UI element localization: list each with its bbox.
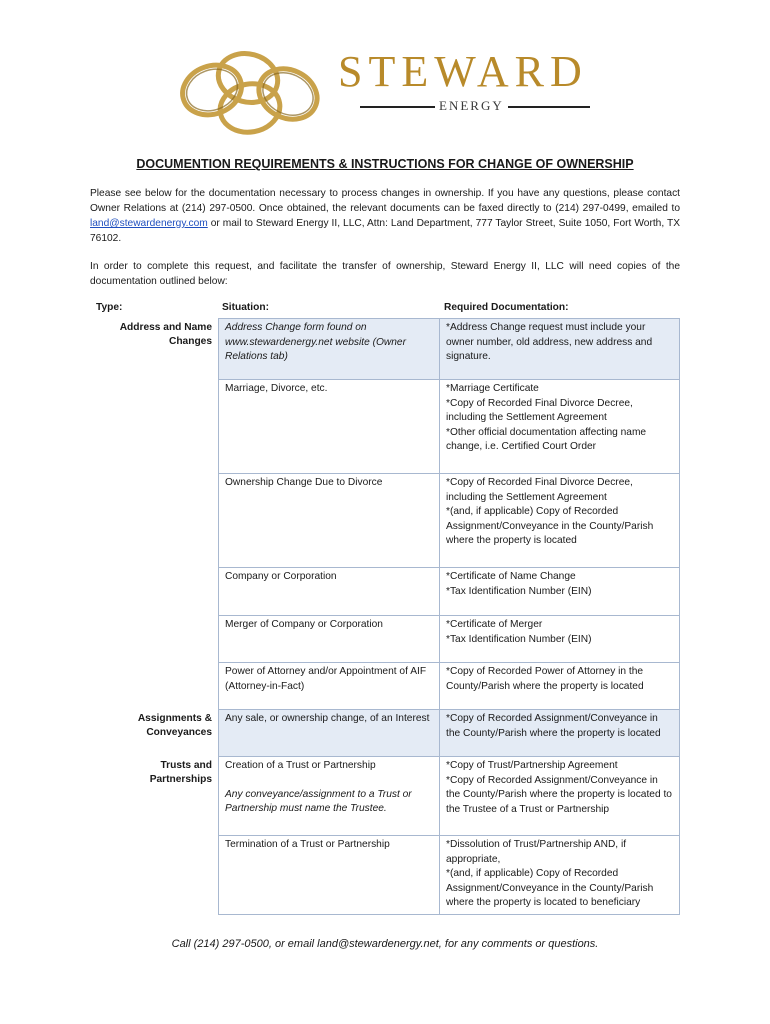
row-type	[90, 568, 219, 616]
row-type: Assignments & Conveyances	[137, 712, 212, 738]
table-row	[90, 836, 680, 915]
logo-sub-text: ENERGY	[435, 98, 508, 114]
footer-contact: Call (214) 297-0500, or email land@stewardenergy.net, for any comments or questions.	[171, 938, 599, 950]
row-documentation	[440, 380, 680, 474]
table-row	[90, 616, 680, 663]
doc-line: *Copy of Trust/Partnership Agreement *Copy of Recorded Assignment/Conveyance in the County/Parish where the property is located to the Trustee of a Trust or Partnership	[446, 760, 672, 815]
steward-energy-logo	[170, 42, 600, 142]
table-row	[90, 319, 680, 380]
logo-brand-text: STEWARD	[338, 47, 588, 96]
row-situation: Merger of Company or Corporation	[219, 616, 440, 663]
doc-line: *Copy of Recorded Final Divorce Decree, including the Settlement Agreement *(and, if applicable) Copy of Recorded Assignment/Conveyance in the County/Parish where the property is located	[446, 477, 654, 546]
doc-line: *Certificate of Merger *Tax Identification Number (EIN)	[446, 619, 592, 645]
row-situation-note: Any conveyance/assignment to a Trust or Partnership must name the Trustee.	[225, 788, 412, 814]
doc-line: *Marriage Certificate *Copy of Recorded Final Divorce Decree, including the Settlement Agreement *Other official documentation affecting name change, i.e. Certified Court Order	[446, 383, 647, 452]
row-documentation	[440, 836, 680, 915]
table-row	[90, 663, 680, 710]
requirements-table	[90, 318, 680, 915]
row-documentation	[440, 616, 680, 663]
row-situation: Marriage, Divorce, etc.	[219, 380, 440, 474]
row-situation: Address Change form found on www.stewardenergy.net website (Owner Relations tab)	[219, 319, 440, 380]
instructions-paragraph: In order to complete this request, and facilitate the transfer of ownership, Steward Energy II, LLC will need copies of the documentation outlined below:	[90, 261, 680, 287]
row-type	[90, 616, 219, 663]
row-documentation: *Copy of Recorded Power of Attorney in the County/Parish where the property is located	[440, 663, 680, 710]
row-type: Trusts and Partnerships	[149, 759, 212, 785]
row-situation-cell	[219, 757, 440, 836]
table-row	[90, 568, 680, 616]
header-documentation: Required Documentation:	[444, 302, 569, 313]
intro-text-after: or mail to Steward Energy II, LLC, Attn: Land Department, 777 Taylor Street, Suite 1050, Fort Worth, TX 76102.	[90, 218, 680, 244]
row-type: Address and Name Changes	[119, 321, 212, 347]
table-row	[90, 474, 680, 568]
row-documentation	[440, 474, 680, 568]
table-row	[90, 710, 680, 757]
row-situation: Power of Attorney and/or Appointment of AIF (Attorney-in-Fact)	[219, 663, 440, 710]
intro-paragraph	[90, 186, 680, 246]
row-type	[90, 836, 219, 915]
row-documentation: *Copy of Recorded Assignment/Conveyance in the County/Parish where the property is located	[440, 710, 680, 757]
page-title: DOCUMENTION REQUIREMENTS & INSTRUCTIONS FOR CHANGE OF OWNERSHIP	[136, 157, 634, 171]
row-situation: Creation of a Trust or Partnership	[225, 760, 376, 771]
doc-line: *Dissolution of Trust/Partnership AND, if appropriate, *(and, if applicable) Copy of Recorded Assignment/Conveyance in the County/Parish where the property is located to beneficiary	[446, 839, 654, 908]
table-row	[90, 757, 680, 836]
row-situation: Company or Corporation	[219, 568, 440, 616]
row-documentation	[440, 757, 680, 836]
row-situation: Any sale, or ownership change, of an Interest	[219, 710, 440, 757]
table-row	[90, 380, 680, 474]
email-link[interactable]: land@stewardenergy.com	[90, 218, 208, 229]
row-type	[90, 663, 219, 710]
header-situation: Situation:	[222, 302, 269, 313]
row-documentation: *Address Change request must include your owner number, old address, new address and signature.	[440, 319, 680, 380]
rings-logo-icon	[170, 42, 345, 142]
header-type: Type:	[96, 302, 123, 313]
row-documentation	[440, 568, 680, 616]
intro-text-before: Please see below for the documentation necessary to process changes in ownership. If you have any questions, please contact Owner Relations at (214) 297-0500. Once obtained, the relevant documents can be faxed directly to (214) 297-0499, emailed to	[90, 188, 680, 214]
doc-line: *Certificate of Name Change *Tax Identification Number (EIN)	[446, 571, 592, 597]
row-situation: Ownership Change Due to Divorce	[219, 474, 440, 568]
row-situation: Termination of a Trust or Partnership	[219, 836, 440, 915]
row-type	[90, 474, 219, 568]
row-type	[90, 380, 219, 474]
